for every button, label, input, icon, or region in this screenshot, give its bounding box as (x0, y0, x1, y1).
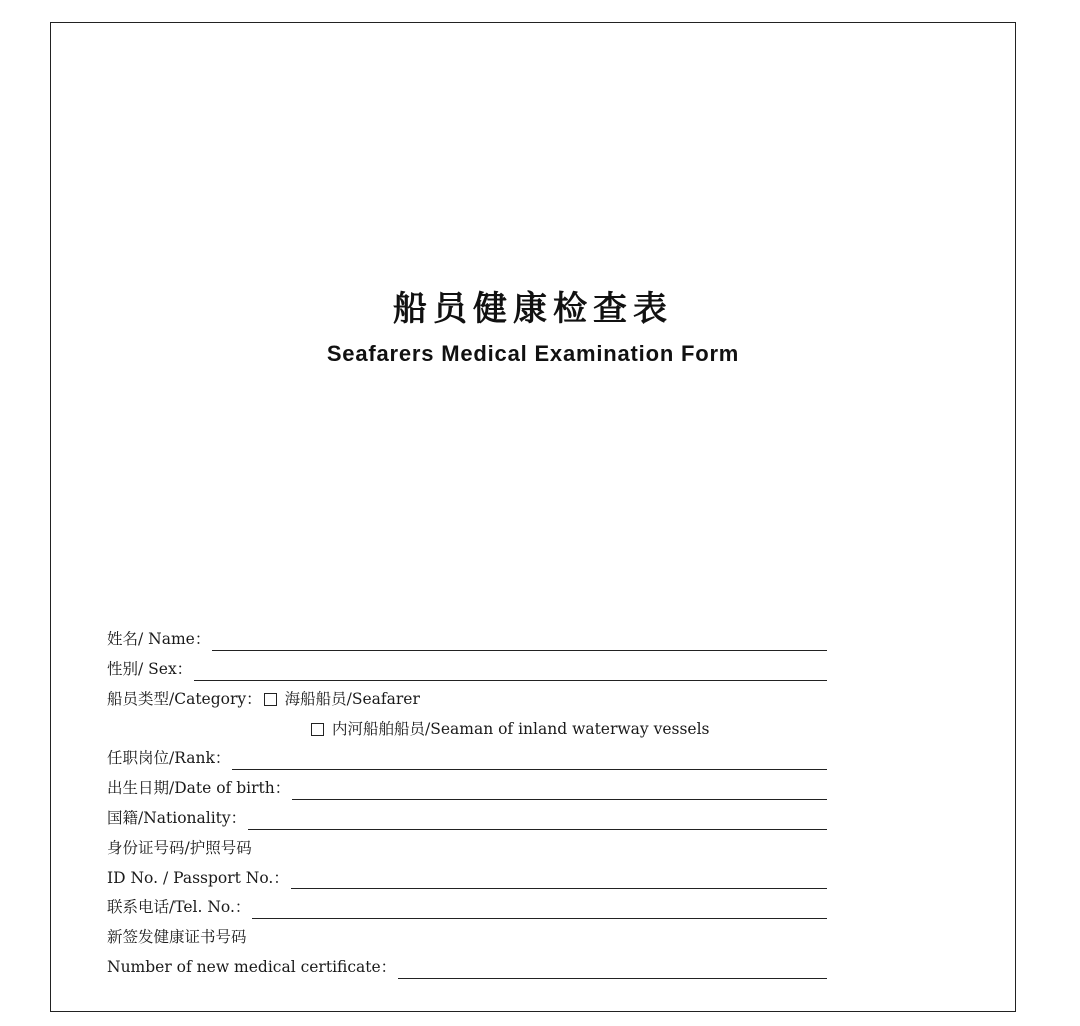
id-input-line[interactable] (291, 870, 827, 889)
dob-input-line[interactable] (292, 781, 827, 800)
rank-input-line[interactable] (232, 751, 827, 770)
category-option-inland[interactable] (309, 719, 710, 741)
nationality-field-row (107, 800, 827, 830)
tel-field-row (107, 889, 827, 919)
seafarer-option-label: 海船船员/Seafarer (284, 689, 420, 708)
name-input-line[interactable] (212, 632, 827, 651)
cert-label-zh-row (107, 919, 827, 949)
sex-input-line[interactable] (194, 662, 827, 681)
dob-field-row (107, 770, 827, 800)
category-option-seafarer[interactable] (262, 689, 420, 711)
nationality-label: 国籍/Nationality： (107, 809, 247, 828)
tel-input-line[interactable] (252, 900, 827, 919)
form-page-frame (50, 22, 1016, 1012)
name-label: 姓名/ Name： (107, 630, 211, 649)
seafarer-checkbox[interactable] (264, 693, 277, 706)
id-label-zh-row (107, 830, 827, 860)
category-field-row (107, 681, 827, 711)
inland-seaman-checkbox[interactable] (311, 723, 324, 736)
id-label-chinese: 身份证号码/护照号码 (107, 838, 252, 857)
sex-field-row (107, 651, 827, 681)
cert-input-line[interactable] (398, 960, 827, 979)
cert-label-english: Number of new medical certificate： (107, 958, 397, 977)
personal-info-fields (107, 621, 827, 979)
inland-seaman-option-label: 内河船舶船员/Seaman of inland waterway vessels (332, 719, 710, 738)
rank-field-row (107, 740, 827, 770)
nationality-input-line[interactable] (248, 811, 827, 830)
dob-label: 出生日期/Date of birth： (107, 779, 291, 798)
name-field-row (107, 621, 827, 651)
category-option-row-inland (107, 710, 827, 740)
tel-label: 联系电话/Tel. No.： (107, 898, 251, 917)
id-field-row (107, 859, 827, 889)
rank-label: 任职岗位/Rank： (107, 749, 231, 768)
cert-label-chinese: 新签发健康证书号码 (107, 928, 247, 947)
category-label: 船员类型/Category： (107, 689, 262, 708)
cert-field-row (107, 949, 827, 979)
id-label-english: ID No. / Passport No.： (107, 868, 289, 887)
form-title-chinese: 船员健康检查表 (393, 289, 673, 329)
sex-label: 性别/ Sex： (107, 660, 193, 679)
form-title-english: Seafarers Medical Examination Form (326, 341, 740, 366)
